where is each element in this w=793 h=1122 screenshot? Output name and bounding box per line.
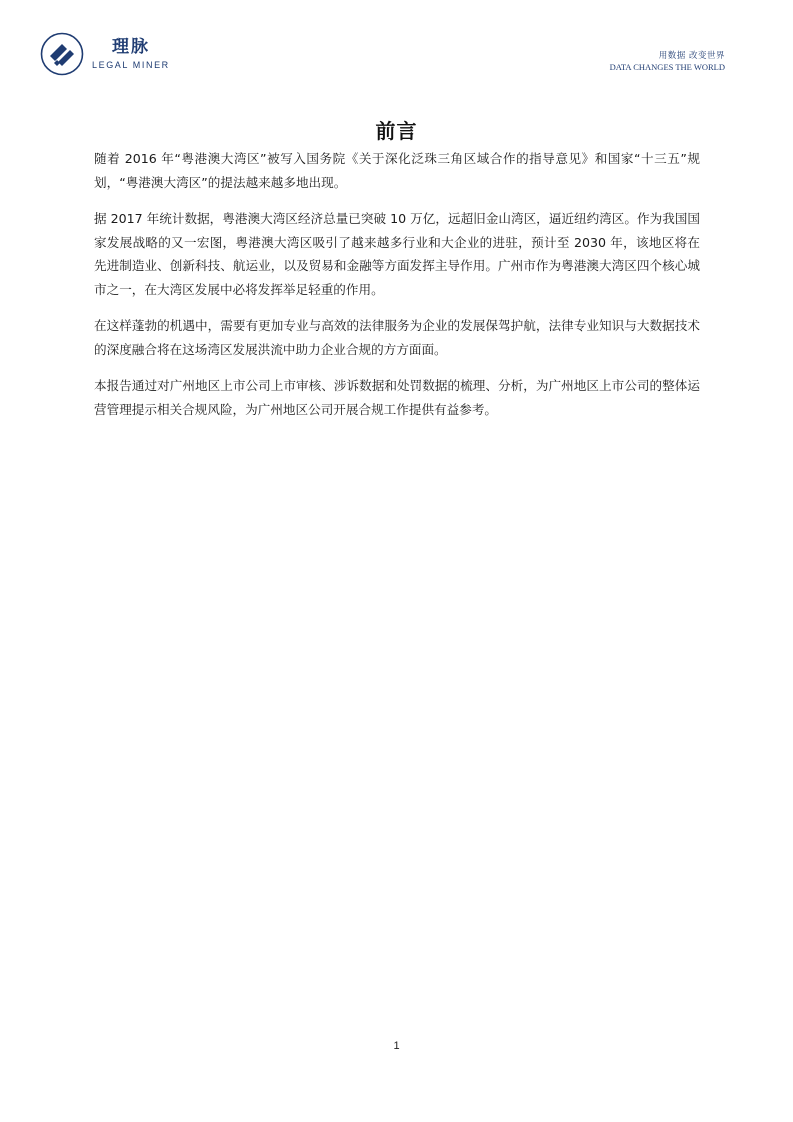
page-title: 前言 <box>375 119 418 144</box>
logo-chinese-name: 理脉 <box>112 37 150 57</box>
logo-english-name: LEGAL MINER <box>92 60 170 70</box>
page-number: 1 <box>393 1040 400 1052</box>
paragraph: 在这样蓬勃的机遇中，需要有更加专业与高效的法律服务为企业的发展保驾护航，法律专业知识与大数据技术的深度融合将在这场湾区发展洪流中助力企业合规的方方面面。 <box>94 318 700 357</box>
slogan <box>610 51 725 73</box>
paragraph: 随着 2016 年“粤港澳大湾区”被写入国务院《关于深化泛珠三角区域合作的指导意见》和国家“十三五”规划，“粤港澳大湾区”的提法越来越多地出现。 <box>94 151 700 190</box>
document-body <box>94 147 700 434</box>
page-header <box>0 0 793 80</box>
paragraph: 据 2017 年统计数据，粤港澳大湾区经济总量已突破 10 万亿，远超旧金山湾区，逼近纽约湾区。作为我国国家发展战略的又一宏图，粤港澳大湾区吸引了越来越多行业和大企业的进驻，预计至 2030 年，该地区将在先进制造业、创新科技、航运业，以及贸易和金融等方面发挥主导作用。广州市作为粤港澳大湾区四个核心城市之一，在大湾区发展中必将发挥举足轻重的作用。 <box>94 211 700 297</box>
slogan-english: DATA CHANGES THE WORLD <box>609 62 725 72</box>
slogan-chinese: 用数据 改变世界 <box>658 51 725 61</box>
legal-miner-logo-icon <box>40 32 84 76</box>
paragraph: 本报告通过对广州地区上市公司上市审核、涉诉数据和处罚数据的梳理、分析，为广州地区上市公司的整体运营管理提示相关合规风险，为广州地区公司开展合规工作提供有益参考。 <box>94 378 700 417</box>
logo <box>40 32 170 76</box>
